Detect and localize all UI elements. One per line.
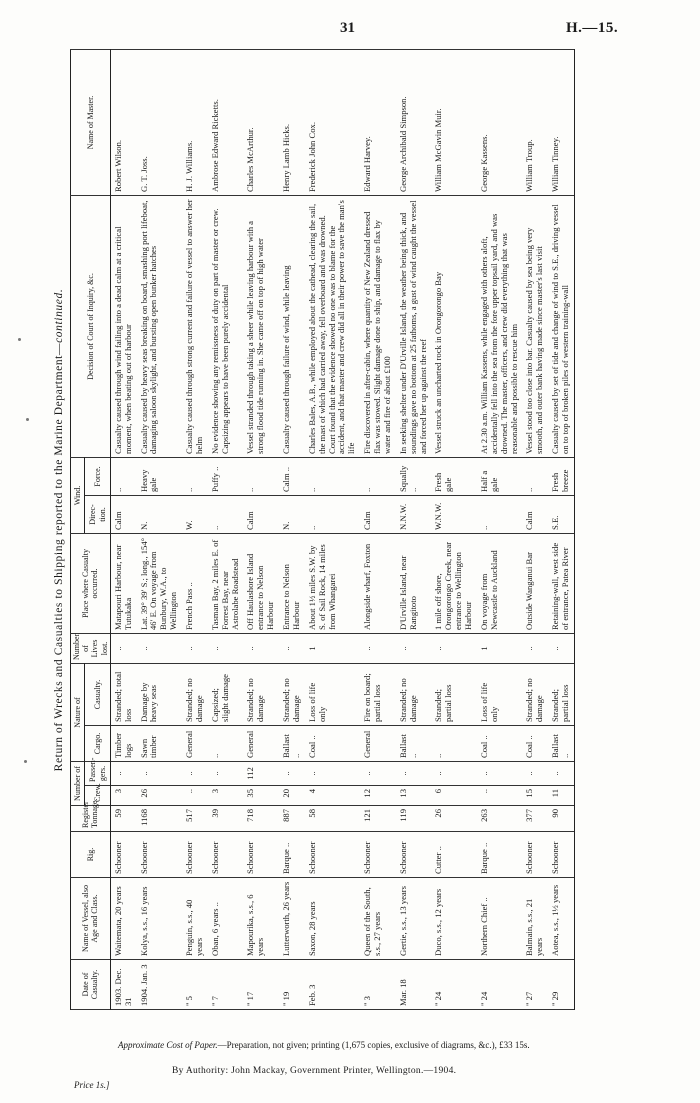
cell-lives: ..	[360, 633, 396, 663]
cell-rig: Schooner	[137, 832, 183, 878]
cell-master: Edward Harvey.	[360, 49, 396, 195]
cell-casualty: Stranded; no damage	[182, 663, 208, 725]
cell-date: Feb. 3	[305, 960, 360, 1010]
cell-rig: Schooner	[360, 832, 396, 878]
table-row	[360, 49, 396, 1009]
cell-cargo: Ballast ..	[548, 725, 574, 761]
cell-rig: Schooner	[396, 832, 432, 878]
cell-rig: Barque ..	[477, 832, 523, 878]
cell-date: " 3	[360, 960, 396, 1010]
cell-vessel: Penguin, s.s., 40 years	[182, 878, 208, 960]
printer-authority: By Authority: John Mackay, Government Printer, Wellington.—1904.	[172, 1066, 457, 1076]
cell-direction: Calm	[110, 495, 136, 533]
cell-crew: 12	[360, 786, 396, 806]
cell-place: 1 mile off shore, Orongorongo Creek, near entrance to Wellington Harbour	[431, 533, 477, 633]
cell-rig: Barque ..	[279, 832, 305, 878]
cell-tonnage: 1168	[137, 806, 183, 832]
cell-cargo: Ballast ..	[279, 725, 305, 761]
cell-date: " 5	[182, 960, 208, 1010]
cell-rig: Schooner	[548, 832, 574, 878]
cell-cargo: General	[182, 725, 208, 761]
cost-text: —Preparation, not given; printing (1,675 copies, exclusive of diagrams, &c.), £33 15s.	[217, 1040, 530, 1050]
table-row	[431, 49, 477, 1009]
cell-decision: Casualty caused by set of tide and change of wind to S.E., driving vessel on to top of broken piles of western training-wall	[548, 195, 574, 457]
cell-force: ..	[110, 457, 136, 495]
cell-rig: Schooner	[243, 832, 279, 878]
cell-place: Matapouri Harbour, near Tutukaka	[110, 533, 136, 633]
cell-force: Squally ..	[396, 457, 432, 495]
cell-tonnage: 263	[477, 806, 523, 832]
cell-decision: Vessel struck an uncharted rock in Orongorongo Bay	[431, 195, 477, 457]
cell-decision: Charles Bales, A.B., while employed about the cathead, clearing the sail, the mast of which had carried away, fell overboard and was drowned. Court found that the evidence showed no one was to blame for the accident, and that master and crew did all in their power to save the man's life	[305, 195, 360, 457]
cell-direction: N.	[137, 495, 183, 533]
cell-force: ..	[305, 457, 360, 495]
cell-lives: ..	[137, 633, 183, 663]
cell-cargo: ..	[431, 725, 477, 761]
cell-direction: Calm	[522, 495, 548, 533]
cell-date: " 29	[548, 960, 574, 1010]
cell-place: Tasman Bay, 2 miles E. of Forrest Bay, near Astrolabe Roadstead	[208, 533, 244, 633]
cell-tonnage: 58	[305, 806, 360, 832]
cell-force: Fresh gale	[431, 457, 477, 495]
cell-tonnage: 59	[110, 806, 136, 832]
cell-casualty: Stranded; no damage	[396, 663, 432, 725]
header-passengers: Passen-gers.	[85, 761, 110, 785]
cell-date: " 19	[279, 960, 305, 1010]
cell-tonnage: 119	[396, 806, 432, 832]
header-wind: Wind.	[71, 457, 85, 533]
cell-crew: 13	[396, 786, 432, 806]
cell-passengers: ..	[548, 761, 574, 785]
cell-passengers: ..	[431, 761, 477, 785]
casualty-table	[70, 49, 575, 1010]
cell-vessel: Aotea, s.s., 1½ years	[548, 878, 574, 960]
table-row	[110, 49, 136, 1009]
cell-passengers: ..	[208, 761, 244, 785]
table-title	[48, 50, 70, 1010]
cell-direction: W.	[182, 495, 208, 533]
cell-master: Henry Lamb Hicks.	[279, 49, 305, 195]
cell-lives: ..	[182, 633, 208, 663]
cell-casualty: Stranded; partial loss	[431, 663, 477, 725]
cell-vessel: Balmain, s.s., 21 years	[522, 878, 548, 960]
cell-date: " 27	[522, 960, 548, 1010]
cell-date: " 24	[431, 960, 477, 1010]
cell-crew: 11	[548, 786, 574, 806]
cell-casualty: Capsized; slight damage	[208, 663, 244, 725]
header-number-of: Number of	[71, 761, 85, 805]
cell-passengers: ..	[305, 761, 360, 785]
cell-master: George Archibald Simpson.	[396, 49, 432, 195]
cell-cargo: Coal ..	[522, 725, 548, 761]
cell-direction: ..	[208, 495, 244, 533]
cell-decision: Vessel stranded through taking a sheer while leaving harbour with a strong flood tide running in. She came off on top of high water	[243, 195, 279, 457]
cell-lives: ..	[548, 633, 574, 663]
cell-direction: N.N.W.	[396, 495, 432, 533]
cell-rig: Schooner	[208, 832, 244, 878]
cell-decision: Fire discovered in after-cabin, where quantity of New Zealand dressed flax was stowed. Slight damage done to ship, and damage to flax by water and fire of about £100	[360, 195, 396, 457]
scan-speck	[24, 760, 27, 763]
cell-direction: ..	[477, 495, 523, 533]
cell-date: Mar. 18	[396, 960, 432, 1010]
cell-place: Entrance to Nelson Harbour	[279, 533, 305, 633]
table-row	[396, 49, 432, 1009]
cell-passengers: 112	[243, 761, 279, 785]
scan-speck	[26, 418, 29, 421]
cell-tonnage: 718	[243, 806, 279, 832]
table-row	[208, 49, 244, 1009]
cell-direction: W.N.W.	[431, 495, 477, 533]
cell-cargo: Coal ..	[477, 725, 523, 761]
cell-direction: Calm	[360, 495, 396, 533]
cell-force: ..	[243, 457, 279, 495]
cell-crew: 26	[137, 786, 183, 806]
cell-cargo: Ballast ..	[396, 725, 432, 761]
cell-place: Retaining-wall, west side of entrance, Patea River	[548, 533, 574, 633]
title-main: Return of Wrecks and Casualties to Shipping reported to the Marine Department—	[53, 342, 65, 772]
cell-decision: Casualty caused by heavy seas breaking on board, smashing port lifeboat, damaging saloon skylight, and bursting open bunker hatches	[137, 195, 183, 457]
cell-force: Calm ..	[279, 457, 305, 495]
header-master: Name of Master.	[71, 49, 111, 195]
header-decision: Decision of Court of Inquiry, &c.	[71, 195, 111, 457]
cell-crew: 15	[522, 786, 548, 806]
header-force: Force.	[85, 457, 110, 495]
cost-label: Approximate Cost of Paper.	[118, 1040, 218, 1050]
header-casualty: Casualty.	[85, 663, 110, 725]
cell-vessel: Kolya, s.s., 16 years	[137, 878, 183, 960]
table-row	[137, 49, 183, 1009]
cell-cargo: Coal ..	[305, 725, 360, 761]
cell-passengers: ..	[110, 761, 136, 785]
cell-rig: Cutter ..	[431, 832, 477, 878]
cell-lives: ..	[522, 633, 548, 663]
table-body	[110, 49, 574, 1009]
cell-place: Lat. 39° 39′ S.; long., 154° 46′ E. On voyage from Bunbury, W.A., to Wellington	[137, 533, 183, 633]
table-row	[522, 49, 548, 1009]
cell-crew: 20	[279, 786, 305, 806]
cell-casualty: Loss of life only	[477, 663, 523, 725]
cell-passengers: ..	[396, 761, 432, 785]
cell-direction: S.E.	[548, 495, 574, 533]
cell-lives: ..	[279, 633, 305, 663]
cell-cargo: Sawn timber	[137, 725, 183, 761]
cell-lives: ..	[431, 633, 477, 663]
price: Price 1s.]	[74, 1080, 110, 1090]
cell-force: ..	[522, 457, 548, 495]
cell-vessel: Oban, 6 years ..	[208, 878, 244, 960]
cell-crew: 6	[431, 786, 477, 806]
cell-force: ..	[182, 457, 208, 495]
cell-decision: Casualty caused through wind failing into a dead calm at a critical moment, when beating out of harbour	[110, 195, 136, 457]
cell-vessel: Mapourika, s.s., 6 years	[243, 878, 279, 960]
cell-casualty: Stranded; no damage	[279, 663, 305, 725]
cell-vessel: Queen of the South, s.s., 27 years	[360, 878, 396, 960]
table-row	[305, 49, 360, 1009]
cell-master: G. T. Joss.	[137, 49, 183, 195]
cell-direction: ..	[305, 495, 360, 533]
cell-place: Alongside wharf, Foxton	[360, 533, 396, 633]
cell-casualty: Stranded; no damage	[243, 663, 279, 725]
cell-decision: Casualty caused through failure of wind, while leaving	[279, 195, 305, 457]
cell-casualty: Stranded; no damage	[522, 663, 548, 725]
title-suffix: continued.	[53, 288, 65, 343]
cell-direction: N.	[279, 495, 305, 533]
page-reference: H.—15.	[566, 20, 619, 36]
cell-decision: No evidence showing any remissness of duty on part of master or crew. Capsizing appears to have been purely accidental	[208, 195, 244, 457]
cell-cargo: Timber logs	[110, 725, 136, 761]
cell-vessel: Duco, s.s., 12 years	[431, 878, 477, 960]
scan-speck	[18, 338, 21, 341]
cell-crew: ..	[182, 786, 208, 806]
cell-tonnage: 887	[279, 806, 305, 832]
cell-crew: 3	[110, 786, 136, 806]
header-cargo: Cargo.	[85, 725, 110, 761]
cell-date: " 24	[477, 960, 523, 1010]
cell-rig: Schooner	[110, 832, 136, 878]
header-nature-of: Nature of	[71, 663, 85, 761]
table-row	[477, 49, 523, 1009]
cell-casualty: Loss of life only	[305, 663, 360, 725]
cell-lives: ..	[243, 633, 279, 663]
cell-passengers: ..	[279, 761, 305, 785]
cell-cargo: General	[360, 725, 396, 761]
cell-passengers: ..	[182, 761, 208, 785]
header-rig: Rig.	[71, 832, 111, 878]
cell-place: On voyage from Newcastle to Auckland	[477, 533, 523, 633]
cell-decision: Casualty caused through strong current and failure of vessel to answer her helm	[182, 195, 208, 457]
cell-crew: 4	[305, 786, 360, 806]
cell-passengers: ..	[477, 761, 523, 785]
cell-place: About 1½ miles S.W. by S. of Sail Rock, 14 miles from Whangarei	[305, 533, 360, 633]
cell-tonnage: 121	[360, 806, 396, 832]
cell-passengers: ..	[137, 761, 183, 785]
cell-lives: ..	[208, 633, 244, 663]
cell-passengers: ..	[360, 761, 396, 785]
cell-vessel: Saxon, 28 years	[305, 878, 360, 960]
cell-decision: At 2.30 a.m. William Kassens, while engaged with others aloft, accidentally fell into the sea from the fore upper topsail yard, and was drowned. The master, officers, and crew did everything that was reasonable and possible to rescue him	[477, 195, 523, 457]
cell-casualty: Damage by heavy seas	[137, 663, 183, 725]
table-row	[182, 49, 208, 1009]
table-row	[548, 49, 574, 1009]
cell-lives: ..	[110, 633, 136, 663]
header-tonnage: Register Tonnage.	[71, 806, 111, 832]
cell-lives: 1	[305, 633, 360, 663]
cell-cargo: ..	[208, 725, 244, 761]
cell-master: H. J. Williams.	[182, 49, 208, 195]
cell-master: William Tinney.	[548, 49, 574, 195]
cell-master: Robert Wilson.	[110, 49, 136, 195]
cell-vessel: Gertie, s.s., 13 years	[396, 878, 432, 960]
cell-crew: 3	[208, 786, 244, 806]
cell-rig: Schooner	[522, 832, 548, 878]
cell-casualty: Fire on board; partial loss	[360, 663, 396, 725]
page-number: 31	[340, 20, 355, 36]
cell-master: Ambrose Edward Ricketts.	[208, 49, 244, 195]
cell-force: Heavy gale	[137, 457, 183, 495]
cell-tonnage: 26	[431, 806, 477, 832]
cell-vessel: Northern Chief ..	[477, 878, 523, 960]
cell-cargo: General	[243, 725, 279, 761]
cell-crew: ..	[477, 786, 523, 806]
cell-master: William Troup.	[522, 49, 548, 195]
cell-tonnage: 517	[182, 806, 208, 832]
header-crew: Crew.	[85, 786, 110, 806]
header-row-1	[71, 49, 85, 1009]
cell-date: 1904. Jan. 3	[137, 960, 183, 1010]
header-date: Date of Casualty.	[71, 960, 111, 1010]
cell-crew: 35	[243, 786, 279, 806]
cell-decision: Vessel stood too close into bar. Casualty caused by sea being very smooth, and outer bank having made since master's last visit	[522, 195, 548, 457]
cell-force: Puffy ..	[208, 457, 244, 495]
cell-force: Half a gale	[477, 457, 523, 495]
header-place: Place where Casualty occurred.	[71, 533, 111, 633]
cell-rig: Schooner	[305, 832, 360, 878]
cell-place: D'Urville Island, near Rangitoto	[396, 533, 432, 633]
cell-date: 1903. Dec. 31	[110, 960, 136, 1010]
cell-casualty: Stranded; total loss	[110, 663, 136, 725]
cell-place: Off Haulashore Island entrance to Nelson Harbour	[243, 533, 279, 633]
cost-note	[118, 1040, 530, 1050]
cell-direction: Calm	[243, 495, 279, 533]
cell-vessel: Lutterworth, 26 years	[279, 878, 305, 960]
cell-master: Charles McArthur.	[243, 49, 279, 195]
cell-vessel: Waitemata, 20 years	[110, 878, 136, 960]
cell-place: Outside Wanganui Bar	[522, 533, 548, 633]
cell-master: George Kassens.	[477, 49, 523, 195]
cell-tonnage: 90	[548, 806, 574, 832]
rotated-table-container	[48, 50, 658, 1010]
header-lives: Number of Lives lost.	[71, 633, 111, 663]
table-row	[279, 49, 305, 1009]
cell-rig: Schooner	[182, 832, 208, 878]
cell-date: " 7	[208, 960, 244, 1010]
cell-casualty: Stranded; partial loss	[548, 663, 574, 725]
table-row	[243, 49, 279, 1009]
cell-lives: ..	[396, 633, 432, 663]
cell-passengers: ..	[522, 761, 548, 785]
cell-master: William McGavin Muir.	[431, 49, 477, 195]
cell-tonnage: 39	[208, 806, 244, 832]
cell-date: " 17	[243, 960, 279, 1010]
cell-force: ..	[360, 457, 396, 495]
cell-force: Fresh breeze	[548, 457, 574, 495]
cell-place: French Pass ..	[182, 533, 208, 633]
header-vessel: Name of Vessel, also Age and Class.	[71, 878, 111, 960]
cell-decision: In seeking shelter under D'Urville Island, the weather being thick, and soundings gave no bottom at 25 fathoms, a gust of wind caught the vessel and forced her up against the reef	[396, 195, 432, 457]
header-direction: Direc-tion.	[85, 495, 110, 533]
cell-lives: 1	[477, 633, 523, 663]
cell-tonnage: 377	[522, 806, 548, 832]
cell-master: Frederick John Cox.	[305, 49, 360, 195]
